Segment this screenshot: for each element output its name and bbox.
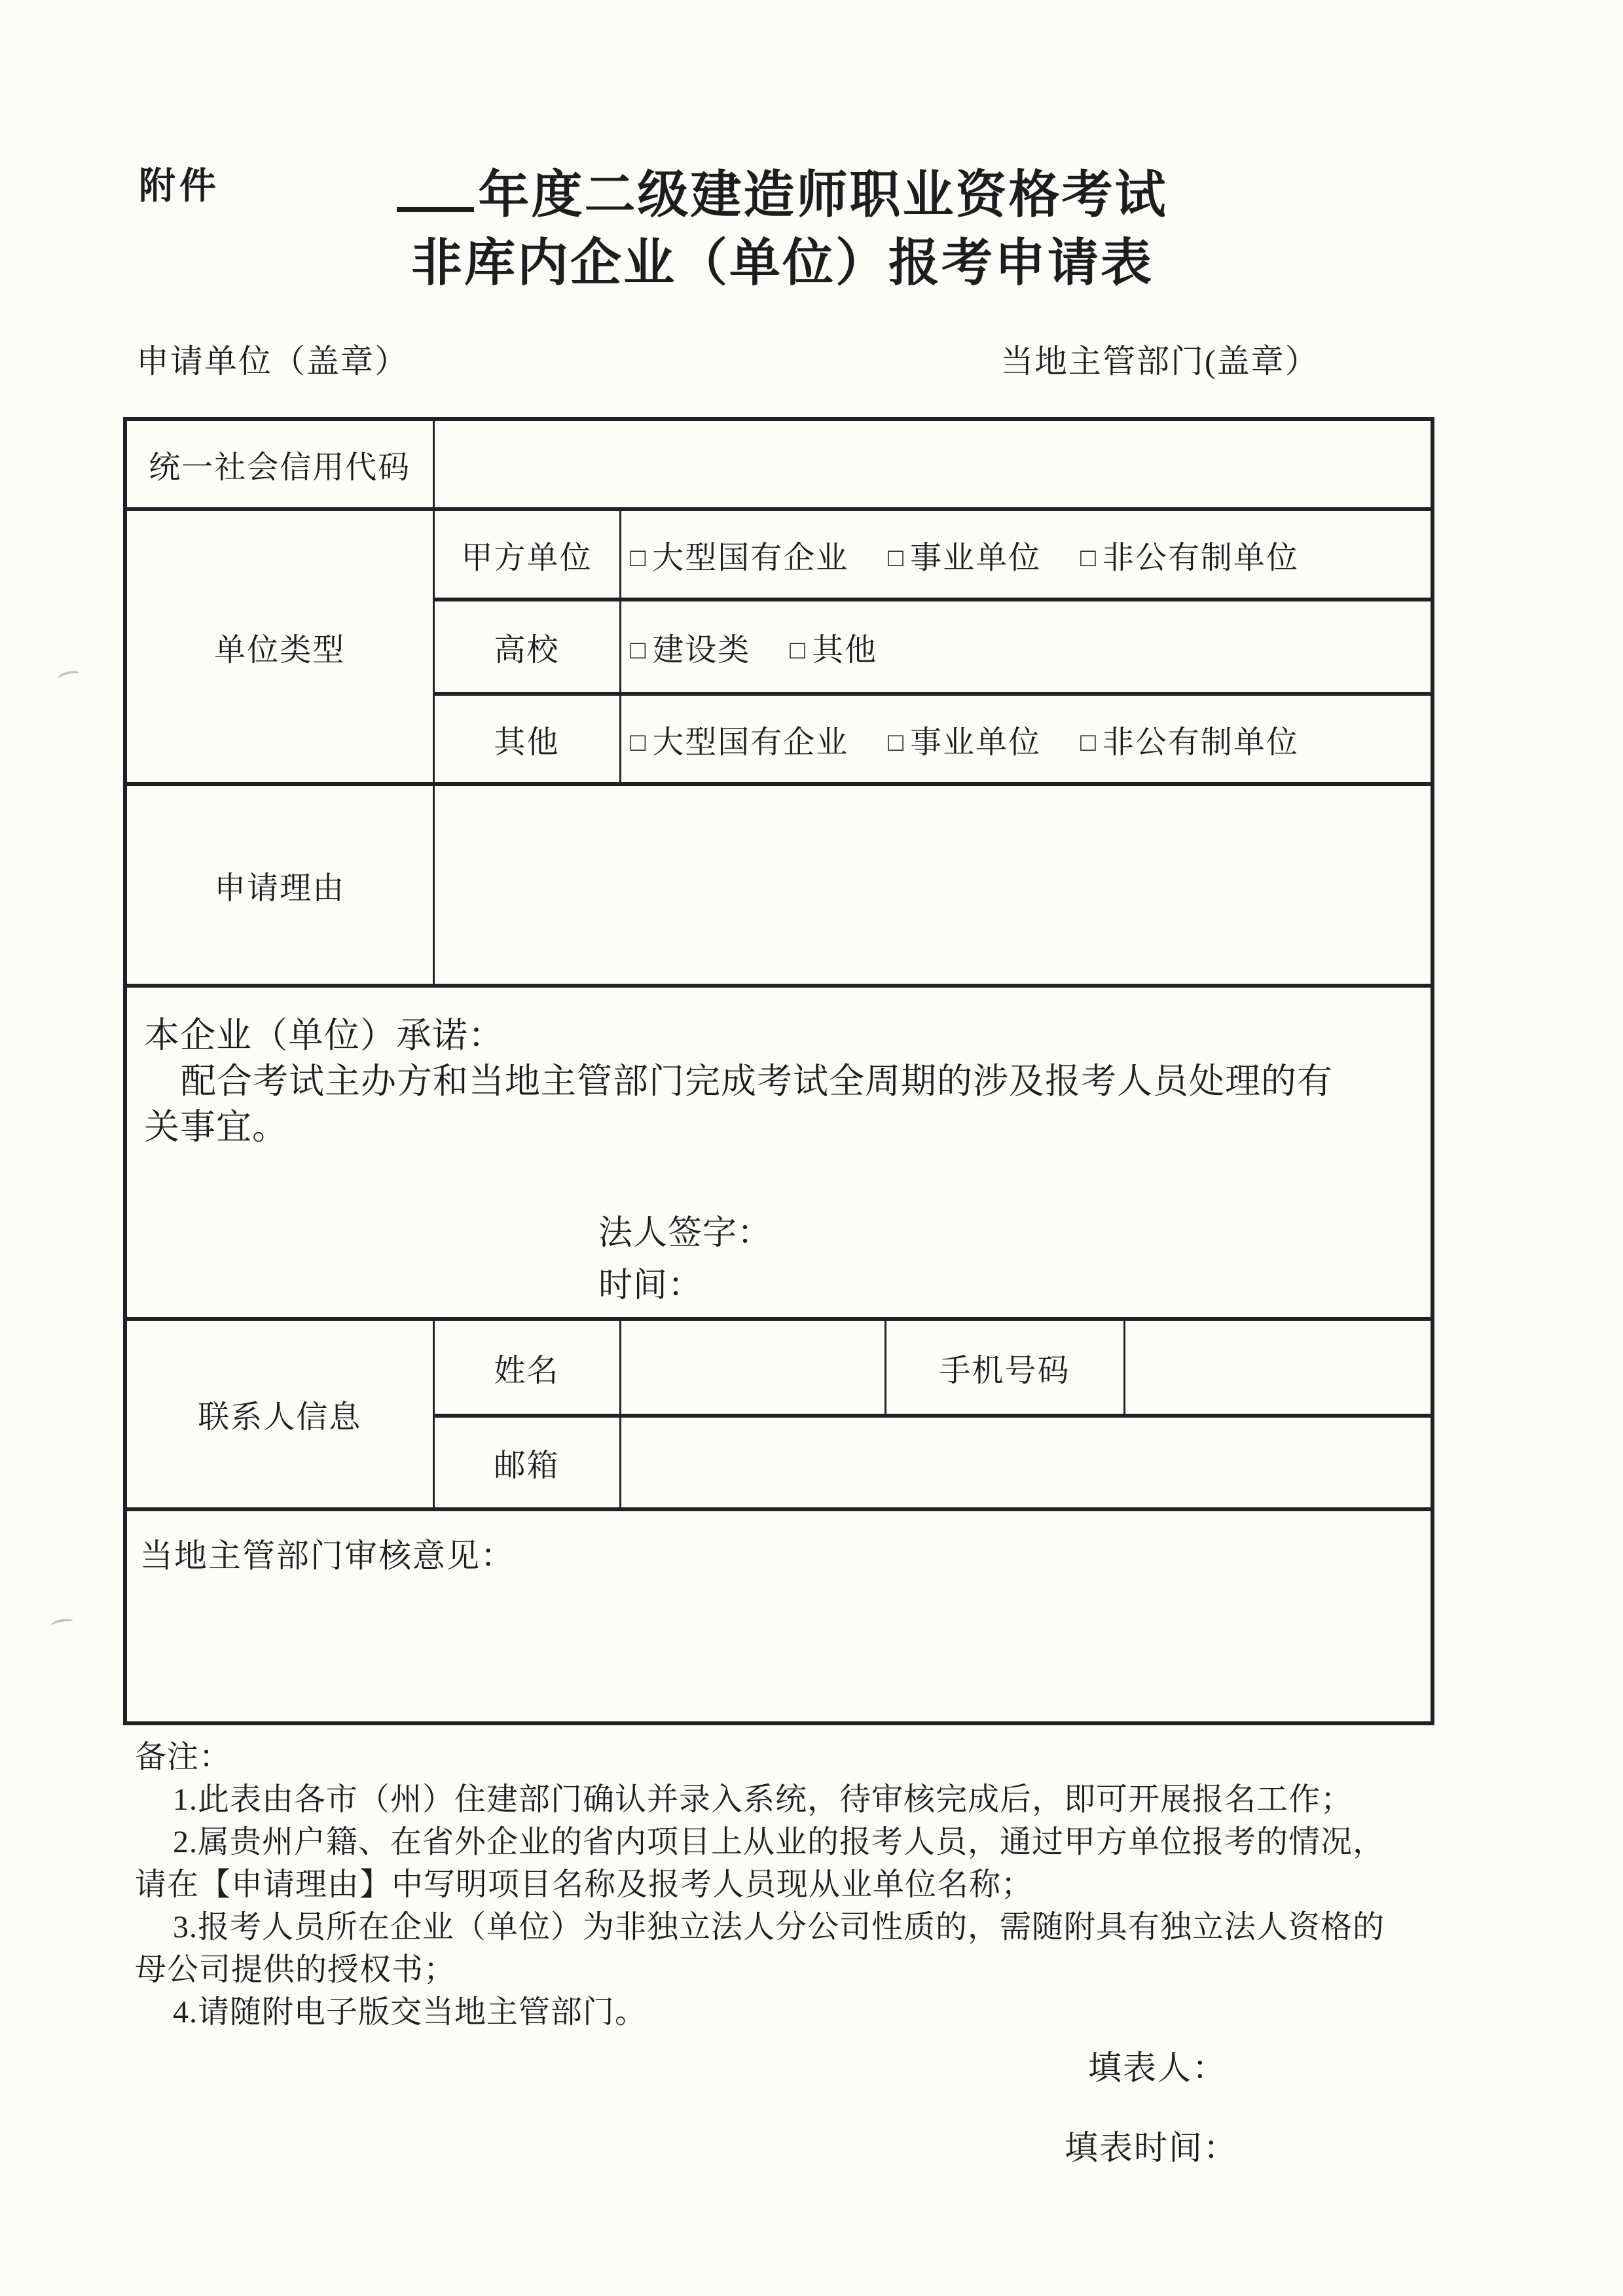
contact-email-input-cell[interactable] — [620, 1416, 1432, 1509]
checkbox-icon: □ — [790, 635, 807, 664]
local-authority-stamp-label: 当地主管部门(盖章） — [1000, 343, 1319, 380]
credit-code-label: 统一社会信用代码 — [125, 419, 433, 509]
applicant-unit-stamp-label: 申请单位（盖章） — [136, 343, 409, 380]
review-opinion-label: 当地主管部门审核意见： — [140, 1537, 515, 1574]
checkbox-icon: □ — [1080, 543, 1097, 572]
checkbox-option[interactable] — [1080, 541, 1299, 575]
form-filler-label: 填表人： — [1088, 2051, 1228, 2087]
note-item-4: 4.请随附电子版交当地主管部门。 — [173, 1995, 647, 2030]
signature-time-label: 时间： — [598, 1267, 703, 1304]
page-title — [0, 158, 1565, 297]
table-row — [125, 509, 1432, 600]
title-year-blank[interactable] — [397, 158, 474, 212]
title-line-2: 非库内企业（单位）报考申请表 — [410, 234, 1154, 292]
title-line-1 — [0, 158, 1565, 229]
scan-artifact — [50, 1617, 74, 1630]
title-line-1-text: 年度二级建造师职业资格考试 — [478, 166, 1168, 224]
checkbox-option[interactable] — [630, 633, 751, 668]
checkbox-icon: □ — [630, 727, 647, 757]
checkbox-option-label: 非公有制单位 — [1102, 540, 1299, 575]
table-row — [125, 1319, 1432, 1416]
checkbox-option[interactable] — [888, 725, 1041, 760]
unit-type-row-label-college: 高校 — [433, 600, 620, 694]
scan-artifact — [57, 669, 81, 683]
commitment-body-line: 关事宜。 — [144, 1107, 288, 1147]
contact-email-label: 邮箱 — [433, 1416, 620, 1509]
unit-type-options-college — [620, 600, 1432, 694]
unit-type-row-label-other: 其他 — [433, 694, 620, 784]
note-item-2: 2.属贵州户籍、在省外企业的省内项目上从业的报考人员，通过甲方单位报考的情况， — [173, 1825, 1385, 1859]
checkbox-option[interactable] — [1080, 725, 1299, 760]
checkbox-option-label: 建设类 — [652, 632, 751, 668]
commitment-body-line: 配合考试主办方和当地主管部门完成考试全周期的涉及报考人员处理的有 — [181, 1062, 1333, 1101]
table-row — [125, 419, 1432, 509]
credit-code-input-cell[interactable] — [433, 419, 1432, 509]
unit-type-row-label-party-a: 甲方单位 — [433, 509, 620, 600]
contact-phone-input-cell[interactable] — [1124, 1319, 1432, 1416]
unit-type-options-other — [620, 694, 1432, 784]
application-table — [123, 417, 1434, 1725]
checkbox-icon: □ — [1080, 727, 1097, 757]
checkbox-option-label: 大型国有企业 — [652, 725, 849, 760]
note-item-3: 3.报考人员所在企业（单位）为非独立法人分公司性质的，需随附具有独立法人资格的 — [173, 1910, 1385, 1945]
checkbox-option[interactable] — [888, 541, 1041, 575]
table-row — [125, 1509, 1432, 1723]
reason-label: 申请理由 — [125, 784, 433, 986]
checkbox-option-label: 非公有制单位 — [1102, 725, 1299, 760]
note-item-3-continued: 母公司提供的授权书； — [135, 1952, 456, 1987]
contact-name-label: 姓名 — [433, 1319, 620, 1416]
contact-info-label: 联系人信息 — [125, 1319, 433, 1509]
checkbox-option-label: 事业单位 — [910, 725, 1042, 760]
notes-heading: 备注： — [135, 1740, 232, 1774]
attachment-label: 附件 — [139, 166, 220, 207]
notes-section — [135, 1736, 1444, 2034]
contact-name-input-cell[interactable] — [620, 1319, 885, 1416]
checkbox-icon: □ — [630, 543, 647, 572]
table-row — [125, 784, 1432, 986]
form-fill-time-label: 填表时间： — [1065, 2130, 1239, 2167]
contact-phone-label: 手机号码 — [885, 1319, 1124, 1416]
checkbox-option-label: 大型国有企业 — [652, 540, 849, 575]
checkbox-option-label: 其他 — [812, 632, 878, 668]
legal-person-signature-label: 法人签字： — [598, 1215, 773, 1252]
checkbox-icon: □ — [630, 635, 647, 664]
checkbox-option-label: 事业单位 — [910, 540, 1042, 575]
checkbox-option[interactable] — [790, 633, 877, 668]
table-row — [125, 986, 1432, 1319]
signature-block — [598, 1208, 1411, 1312]
commitment-cell — [125, 986, 1432, 1319]
checkbox-option[interactable] — [630, 725, 849, 760]
review-opinion-cell[interactable] — [125, 1509, 1432, 1723]
note-item-2-continued: 请在【申请理由】中写明项目名称及报考人员现从业单位名称； — [135, 1867, 1034, 1902]
checkbox-icon: □ — [888, 727, 905, 757]
checkbox-icon: □ — [888, 543, 905, 572]
unit-type-label: 单位类型 — [125, 509, 433, 784]
commitment-heading: 本企业（单位）承诺： — [144, 1016, 504, 1055]
note-item-1: 1.此表由各市（州）住建部门确认并录入系统，待审核完成后，即可开展报名工作； — [173, 1782, 1353, 1817]
reason-input-cell[interactable] — [433, 784, 1432, 986]
unit-type-options-party-a — [620, 509, 1432, 600]
checkbox-option[interactable] — [630, 541, 849, 575]
